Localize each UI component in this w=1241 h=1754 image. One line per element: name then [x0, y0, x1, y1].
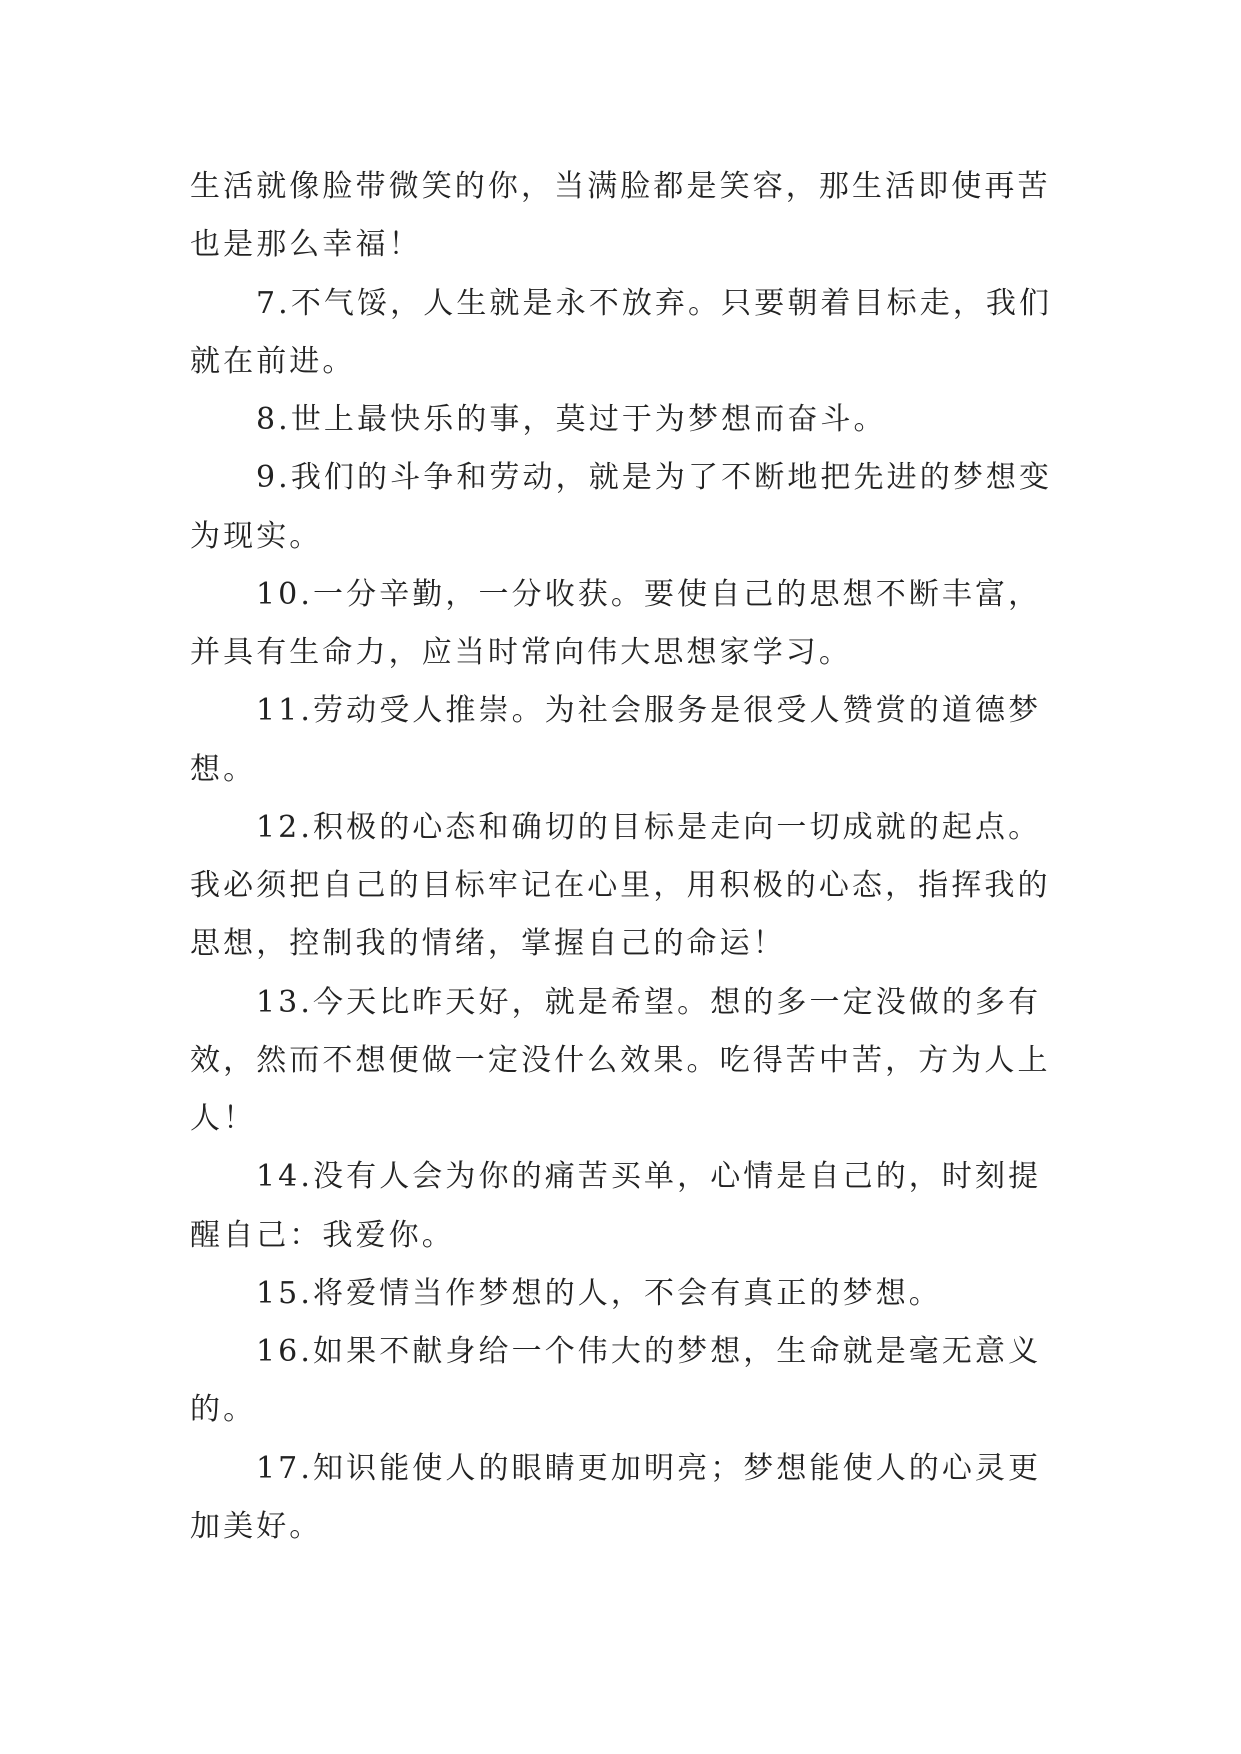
- quote-item-13: [190, 974, 1070, 1149]
- document-body: [190, 158, 1070, 1556]
- text-line: 14.没有人会为你的痛苦买单，心情是自己的，时刻提: [256, 1159, 1042, 1195]
- text-line: 想。: [190, 751, 257, 787]
- text-line: 11.劳动受人推崇。为社会服务是很受人赞赏的道德梦: [256, 693, 1042, 729]
- text-line: 17.知识能使人的眼睛更加明亮；梦想能使人的心灵更: [256, 1450, 1042, 1486]
- quote-item-15: [190, 1265, 1070, 1323]
- continued-paragraph: [190, 158, 1070, 275]
- text-line: 为现实。: [190, 518, 323, 554]
- text-line: 并具有生命力，应当时常向伟大思想家学习。: [190, 635, 852, 670]
- text-line: 人！: [190, 1101, 257, 1136]
- text-line: 12.积极的心态和确切的目标是走向一切成就的起点。: [256, 809, 1042, 845]
- text-line: 思想，控制我的情绪，掌握自己的命运！: [190, 926, 786, 962]
- text-line: 效，然而不想便做一定没什么效果。吃得苦中苦，方为人上: [190, 1042, 1051, 1078]
- quote-item-11: [190, 682, 1070, 799]
- text-line: 7.不气馁，人生就是永不放弃。只要朝着目标走，我们: [256, 285, 1053, 321]
- text-line: 10.一分辛勤，一分收获。要使自己的思想不断丰富，: [256, 576, 1042, 612]
- text-line: 8.世上最快乐的事，莫过于为梦想而奋斗。: [256, 402, 887, 437]
- text-line: 我必须把自己的目标牢记在心里，用积极的心态，指挥我的: [190, 868, 1051, 903]
- quote-item-14: [190, 1148, 1070, 1265]
- text-line: 13.今天比昨天好，就是希望。想的多一定没做的多有: [256, 984, 1042, 1020]
- text-line: 9.我们的斗争和劳动，就是为了不断地把先进的梦想变: [256, 460, 1053, 496]
- quote-item-7: [190, 275, 1070, 392]
- text-line: 醒自己：我爱你。: [190, 1217, 455, 1253]
- text-line: 16.如果不献身给一个伟大的梦想，生命就是毫无意义: [256, 1334, 1042, 1369]
- quote-item-12: [190, 799, 1070, 974]
- quote-item-16: [190, 1323, 1070, 1440]
- quote-item-10: [190, 566, 1070, 683]
- text-line: 的。: [190, 1392, 257, 1428]
- text-line: 加美好。: [190, 1508, 323, 1544]
- quote-item-8: [190, 391, 1070, 449]
- text-line: 就在前进。: [190, 343, 356, 379]
- text-line: 生活就像脸带微笑的你，当满脸都是笑容，那生活即使再苦: [190, 169, 1051, 204]
- quote-item-9: [190, 449, 1070, 566]
- quote-item-17: [190, 1440, 1070, 1557]
- text-line: 也是那么幸福！: [190, 227, 422, 263]
- text-line: 15.将爱情当作梦想的人，不会有真正的梦想。: [256, 1275, 942, 1311]
